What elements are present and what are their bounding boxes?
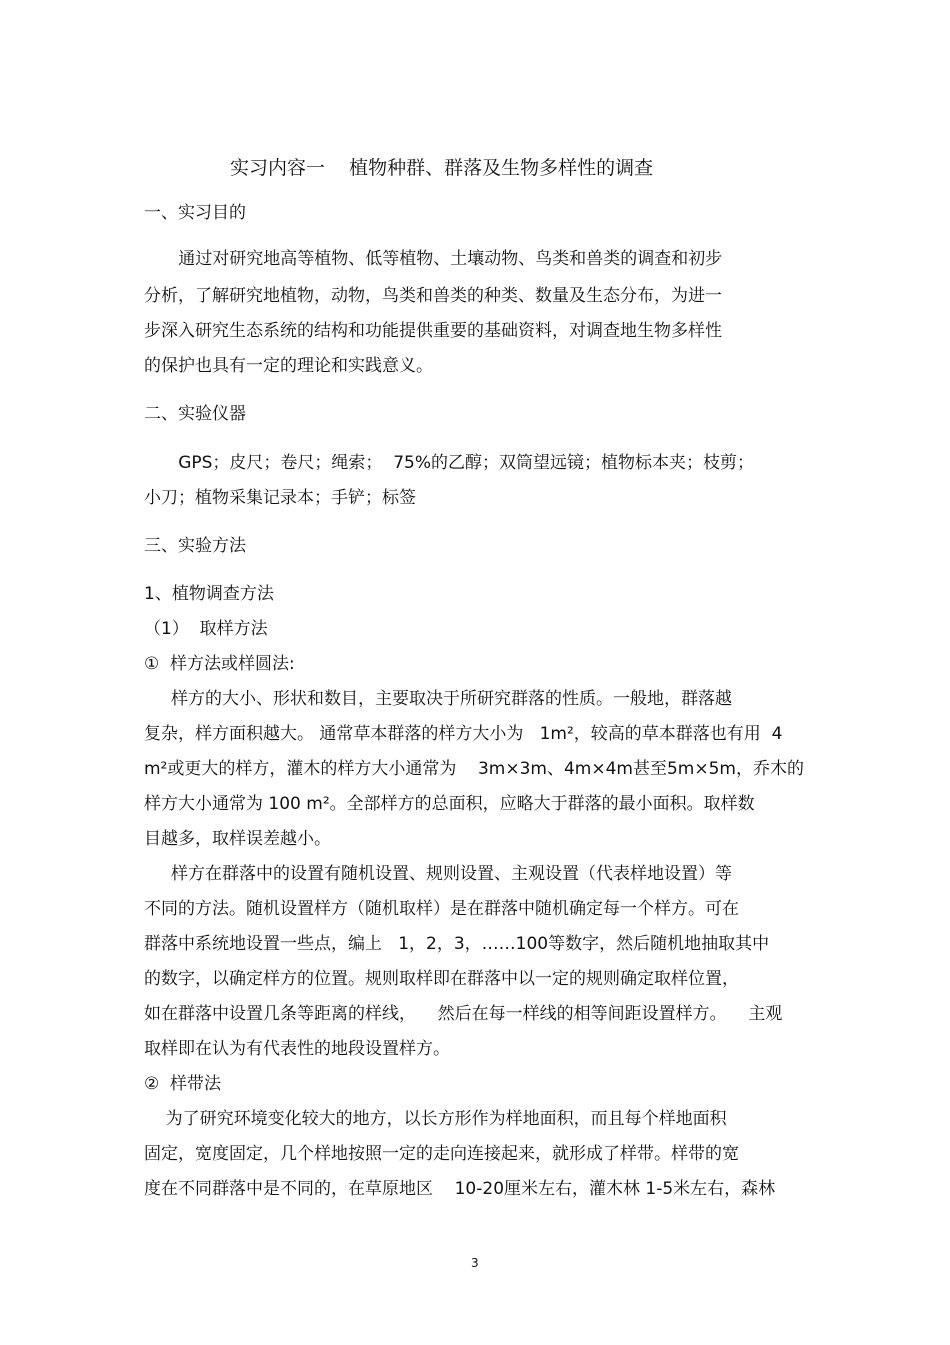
- subsection-heading: ② 样带法: [144, 1074, 222, 1094]
- text-line: 固定，宽度固定，几个样地按照一定的走向连接起来，就形成了样带。样带的宽: [144, 1144, 739, 1164]
- text-line: 度在不同群落中是不同的，在草原地区 10-20厘米左右，灌木林 1-5米左右，森林: [144, 1179, 776, 1199]
- text-line: GPS；皮尺；卷尺；绳索； 75%的乙醇；双筒望远镜；植物标本夹；枝剪；: [162, 453, 755, 473]
- text-line: 如在群落中设置几条等距离的样线， 然后在每一样线的相等间距设置样方。 主观: [144, 1004, 783, 1024]
- text-line: 为了研究环境变化较大的地方，以长方形作为样地面积，而且每个样地面积: [144, 1109, 727, 1129]
- text-line: 的数字，以确定样方的位置。规则取样即在群落中以一定的规则确定取样位置，: [144, 969, 739, 989]
- text-line: 群落中系统地设置一些点，编上 1，2，3，……100等数字，然后随机地抽取其中: [144, 934, 770, 954]
- text-line: 步深入研究生态系统的结构和功能提供重要的基础资料，对调查地生物多样性: [144, 321, 722, 341]
- section-heading: 二、实验仪器: [144, 404, 246, 424]
- section-heading: 一、实习目的: [144, 203, 246, 223]
- text-line: 取样即在认为有代表性的地段设置样方。: [144, 1039, 450, 1059]
- text-line: 小刀；植物采集记录本；手铲；标签: [144, 488, 416, 508]
- subsection-heading: ① 样方法或样圆法:: [144, 654, 295, 674]
- text-line: 样方的大小、形状和数目，主要取决于所研究群落的性质。一般地，群落越: [144, 689, 733, 709]
- page-number: 3: [471, 1256, 479, 1270]
- text-line: 通过对研究地高等植物、低等植物、土壤动物、鸟类和兽类的调查和初步: [162, 249, 723, 269]
- text-line: 样方大小通常为 100 m²。全部样方的总面积，应略大于群落的最小面积。取样数: [144, 794, 755, 814]
- text-line: 不同的方法。随机设置样方（随机取样）是在群落中随机确定每一个样方。可在: [144, 899, 739, 919]
- section-heading: 三、实验方法: [144, 536, 246, 556]
- text-line: 目越多，取样误差越小。: [144, 829, 331, 849]
- subsection-heading: 1、植物调查方法: [144, 584, 274, 604]
- text-line: 复杂，样方面积越大。 通常草本群落的样方大小为 1m²，较高的草本群落也有用 4: [144, 724, 783, 744]
- text-line: 分析，了解研究地植物，动物，鸟类和兽类的种类、数量及生态分布，为进一: [144, 286, 722, 306]
- subsection-heading: （1） 取样方法: [144, 619, 268, 639]
- page-title: 实习内容一 植物种群、群落及生物多样性的调查: [230, 157, 654, 179]
- text-line: m²或更大的样方，灌木的样方大小通常为 3m×3m、4m×4m甚至5m×5m，乔木的: [144, 759, 804, 779]
- text-line: 的保护也具有一定的理论和实践意义。: [144, 356, 433, 376]
- text-line: 样方在群落中的设置有随机设置、规则设置、主观设置（代表样地设置）等: [144, 864, 733, 884]
